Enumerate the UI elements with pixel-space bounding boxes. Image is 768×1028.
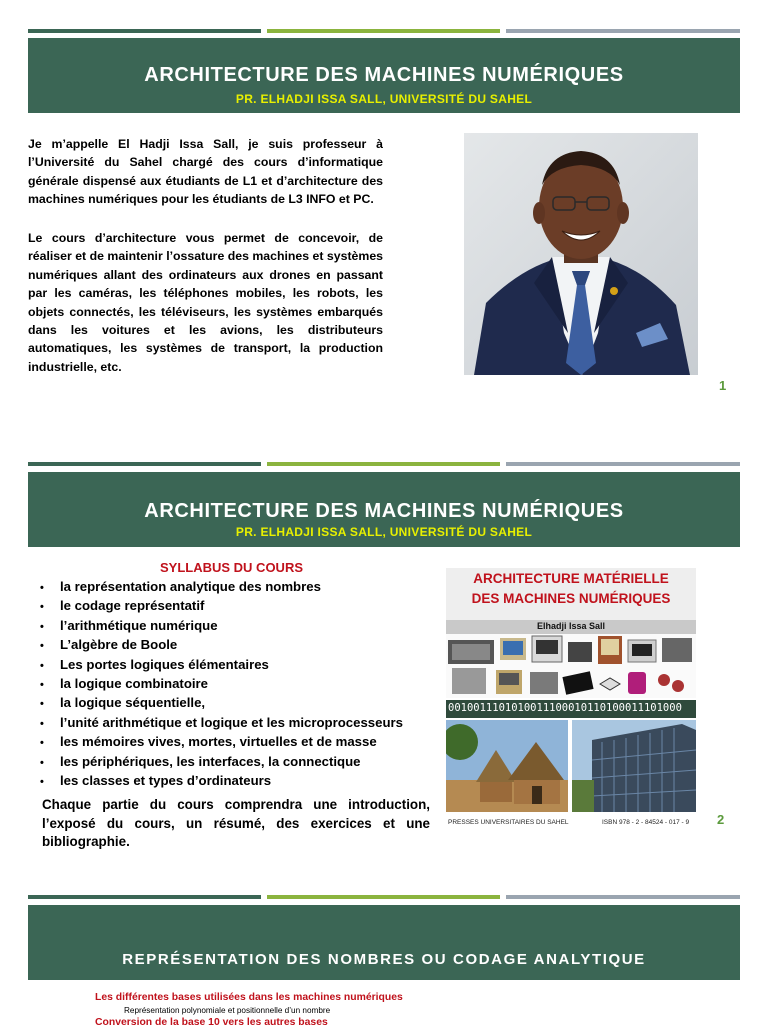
slide3-line1: Les différentes bases utilisées dans les machines numériques bbox=[95, 992, 403, 1003]
list-item: • L’algèbre de Boole bbox=[40, 637, 178, 653]
book-title-line1: ARCHITECTURE MATÉRIELLE bbox=[473, 571, 669, 586]
list-item: • la logique séquentielle, bbox=[40, 695, 206, 711]
book-author: Elhadji Issa Sall bbox=[536, 621, 606, 631]
accent-rule-green bbox=[267, 29, 500, 33]
list-item: • les périphériques, les interfaces, la connectique bbox=[40, 753, 361, 769]
slide2-page-number: 2 bbox=[717, 812, 725, 827]
list-item: • la représentation analytique des nombres bbox=[40, 579, 321, 594]
book-cover bbox=[446, 568, 696, 830]
slide2-title-banner bbox=[28, 472, 740, 547]
book-binary-text: 0010011101010011100010110100011101000 bbox=[448, 702, 682, 714]
list-item: • la logique combinatoire bbox=[40, 676, 209, 692]
list-item: • les classes et types d’ordinateurs bbox=[40, 773, 272, 789]
professor-portrait bbox=[464, 133, 698, 375]
book-building-photo bbox=[572, 720, 696, 812]
accent-rule-green bbox=[267, 895, 500, 899]
accent-rule-gray bbox=[506, 29, 740, 33]
list-item: • l’unité arithmétique et logique et les microprocesseurs bbox=[40, 714, 403, 730]
slide1-title-banner bbox=[28, 38, 740, 113]
syllabus-closing: Chaque partie du cours comprendra une introduction, l’exposé du cours, un résumé, des exercices et une bibliographie. bbox=[42, 797, 430, 850]
syllabus-list bbox=[40, 578, 403, 791]
accent-rule-dark bbox=[28, 462, 261, 466]
slide2-title: ARCHITECTURE DES MACHINES NUMÉRIQUES bbox=[144, 500, 624, 522]
slide3-line2: Représentation polynomiale et positionnelle d’un nombre bbox=[124, 1006, 331, 1015]
accent-rule-dark bbox=[28, 29, 261, 33]
syllabus-heading: SYLLABUS DU COURS bbox=[160, 560, 304, 575]
list-item: • le codage représentatif bbox=[40, 598, 205, 614]
book-village-photo bbox=[446, 720, 568, 812]
book-devices-illustration bbox=[446, 634, 696, 698]
accent-rule-gray bbox=[506, 895, 740, 899]
book-binary-bar bbox=[446, 700, 696, 718]
book-title-line2: DES MACHINES NUMÉRIQUES bbox=[471, 591, 671, 606]
slide1-subtitle: PR. ELHADJI ISSA SALL, UNIVERSITÉ DU SAHEL bbox=[235, 92, 533, 106]
book-title-box bbox=[446, 568, 696, 620]
book-isbn: ISBN 978 - 2 - 84524 - 017 - 9 bbox=[602, 819, 690, 826]
slide1-course-paragraph: Le cours d’architecture vous permet de concevoir, de réaliser et de maintenir l’ossature des machines et systèmes numériques allant des ordinateurs aux drones en passant par les caméras, les téléphones mobiles, les robots, les objets connectés, les téléviseurs, les systèmes embarqués dans les voitures et les avions, les distributeurs automatiques, les systèmes de transport, la production industrielle, etc. bbox=[28, 231, 383, 374]
slide1-page-number: 1 bbox=[719, 378, 727, 393]
slide3-title-banner bbox=[28, 905, 740, 980]
accent-rule-gray bbox=[506, 462, 740, 466]
slide1-title: ARCHITECTURE DES MACHINES NUMÉRIQUES bbox=[144, 64, 624, 86]
slide3-line3: Conversion de la base 10 vers les autres bases bbox=[95, 1017, 328, 1028]
book-publisher: PRESSES UNIVERSITAIRES DU SAHEL bbox=[448, 819, 569, 826]
slide3-title: REPRÉSENTATION DES NOMBRES OU CODAGE ANALYTIQUE bbox=[122, 951, 646, 968]
slide1-intro-paragraph: Je m’appelle El Hadji Issa Sall, je suis professeur à l’Université du Sahel chargé des cours d’informatique générale dispensé aux étudiants de L1 et d’architecture des machines numériques pour les étudiants de L3 INFO et PC. bbox=[28, 137, 383, 207]
accent-rule-green bbox=[267, 462, 500, 466]
slide2-subtitle: PR. ELHADJI ISSA SALL, UNIVERSITÉ DU SAHEL bbox=[235, 525, 533, 539]
book-author-bar bbox=[446, 620, 696, 634]
list-item: • Les portes logiques élémentaires bbox=[40, 656, 269, 672]
accent-rule-dark bbox=[28, 895, 261, 899]
list-item: • l’arithmétique numérique bbox=[40, 617, 218, 633]
list-item: • les mémoires vives, mortes, virtuelles et de masse bbox=[40, 734, 377, 750]
